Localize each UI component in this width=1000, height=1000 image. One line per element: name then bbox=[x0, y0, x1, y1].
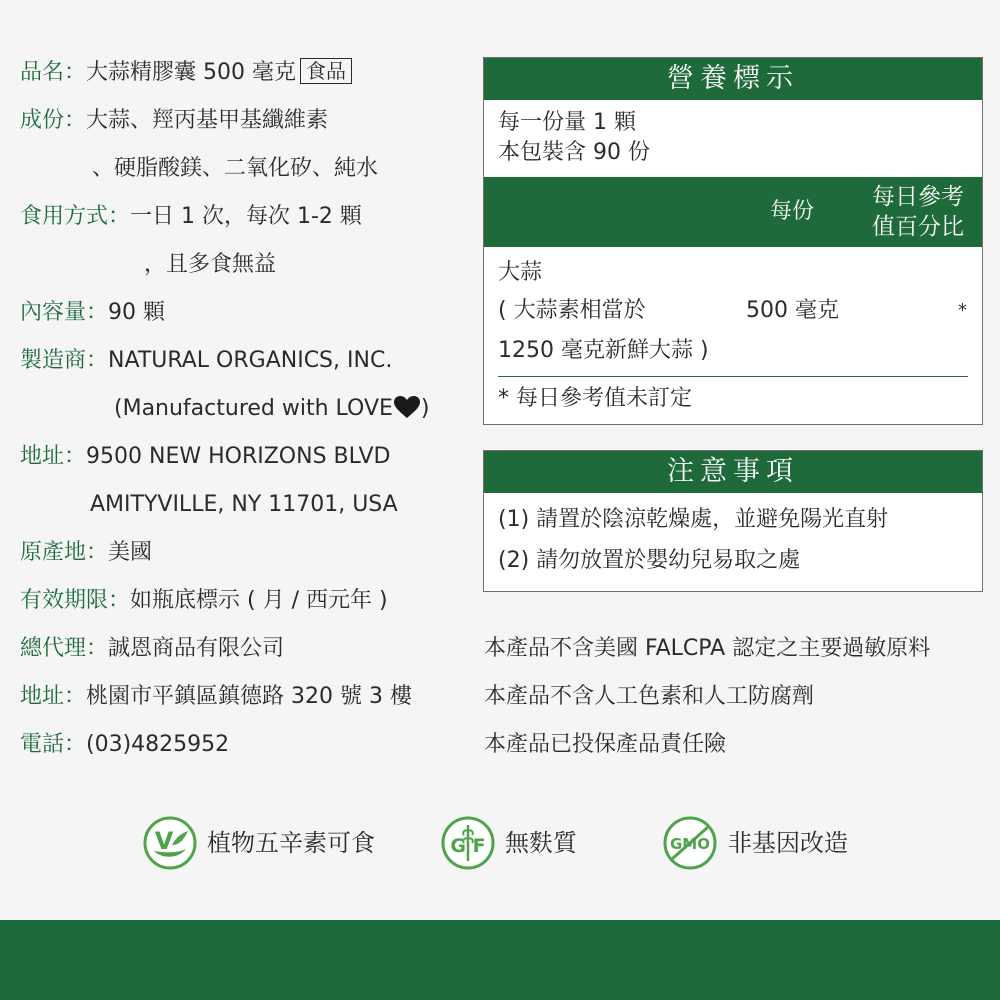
ingredients-label: 成份： bbox=[20, 108, 87, 133]
agent-address-row bbox=[20, 682, 412, 712]
agent-value: 誠恩商品有限公司 bbox=[108, 636, 285, 661]
ingredients-line1: 大蒜、羥丙基甲基纖維素 bbox=[86, 108, 329, 133]
origin-value: 美國 bbox=[108, 540, 153, 565]
expiry-row bbox=[20, 586, 388, 616]
address-line2: AMITYVILLE, NY 11701, USA bbox=[90, 492, 398, 517]
claim-insurance: 本產品已投保產品責任險 bbox=[484, 732, 727, 757]
maker-note-end: ) bbox=[420, 396, 430, 421]
heart-icon bbox=[393, 395, 421, 419]
nutrition-divider bbox=[498, 376, 968, 377]
vegan-badge-icon bbox=[142, 815, 198, 871]
footer-band bbox=[0, 920, 1000, 1000]
ingredients-row bbox=[20, 106, 328, 136]
maker-row bbox=[20, 346, 392, 376]
maker-note bbox=[114, 394, 430, 424]
item-amount: 500 毫克 bbox=[746, 298, 839, 323]
product-name-value: 大蒜精膠囊 500 毫克 bbox=[86, 60, 296, 85]
notice-item-2: (2) 請勿放置於嬰幼兒易取之處 bbox=[498, 548, 801, 573]
nutrition-title: 營養標示 bbox=[484, 58, 982, 100]
content-value: 90 顆 bbox=[108, 300, 166, 325]
food-tag: 食品 bbox=[300, 58, 352, 84]
maker-note-text: (Manufactured with LOVE bbox=[114, 396, 393, 421]
gluten-free-label: 無麩質 bbox=[505, 829, 577, 857]
phone-label: 電話： bbox=[20, 732, 87, 757]
nutrition-footnote: * 每日參考值未訂定 bbox=[498, 386, 692, 411]
agent-row bbox=[20, 634, 284, 664]
usage-line2: ，且多食無益 bbox=[144, 252, 277, 277]
item-name: 大蒜 bbox=[498, 260, 543, 285]
non-gmo-badge-letters: GMO bbox=[670, 835, 710, 853]
ingredients-line2: 、硬脂酸鎂、二氧化矽、純水 bbox=[92, 156, 379, 181]
agent-address-value: 桃園市平鎮區鎮德路 320 號 3 樓 bbox=[86, 684, 412, 709]
product-name-row bbox=[20, 58, 352, 88]
expiry-label: 有效期限： bbox=[20, 588, 131, 613]
usage-row bbox=[20, 202, 362, 232]
vegan-badge-letter: V bbox=[154, 827, 174, 855]
notice-title: 注意事項 bbox=[484, 451, 982, 493]
col-daily-line2: 值百分比 bbox=[872, 214, 964, 240]
content-row bbox=[20, 298, 165, 328]
notice-item-1: (1) 請置於陰涼乾燥處，並避免陽光直射 bbox=[498, 507, 889, 532]
address-label: 地址： bbox=[20, 444, 87, 469]
nutrition-column-header bbox=[484, 177, 982, 247]
maker-value: NATURAL ORGANICS, INC. bbox=[108, 348, 393, 373]
item-sub-line2: 1250 毫克新鮮大蒜 ) bbox=[498, 338, 709, 363]
phone-value: (03)4825952 bbox=[86, 732, 230, 757]
notice-box bbox=[483, 450, 983, 592]
origin-row bbox=[20, 538, 152, 568]
gluten-free-badge-letters: G F bbox=[450, 835, 486, 857]
item-daily: * bbox=[958, 300, 967, 321]
origin-label: 原產地： bbox=[20, 540, 109, 565]
agent-address-label: 地址： bbox=[20, 684, 87, 709]
servings-per-pack: 本包裝含 90 份 bbox=[498, 140, 650, 165]
agent-label: 總代理： bbox=[20, 636, 109, 661]
vegan-label: 植物五辛素可食 bbox=[207, 829, 375, 857]
usage-line1: 一日 1 次，每次 1-2 顆 bbox=[130, 204, 362, 229]
non-gmo-label: 非基因改造 bbox=[728, 829, 848, 857]
address-line1: 9500 NEW HORIZONS BLVD bbox=[86, 444, 391, 469]
col-daily-line1: 每日參考 bbox=[872, 184, 964, 210]
gluten-free-badge-icon bbox=[440, 815, 496, 871]
maker-label: 製造商： bbox=[20, 348, 109, 373]
phone-row bbox=[20, 730, 229, 760]
non-gmo-badge-icon bbox=[662, 815, 718, 871]
address-row bbox=[20, 442, 390, 472]
item-sub-line1: ( 大蒜素相當於 bbox=[498, 298, 646, 323]
col-per-serving: 每份 bbox=[770, 199, 815, 224]
content-label: 內容量： bbox=[20, 300, 109, 325]
nutrition-box bbox=[483, 57, 983, 425]
claim-no-additives: 本產品不含人工色素和人工防腐劑 bbox=[484, 684, 815, 709]
expiry-value: 如瓶底標示 ( 月 / 西元年 ) bbox=[130, 588, 388, 613]
serving-size: 每一份量 1 顆 bbox=[498, 110, 636, 135]
usage-label: 食用方式： bbox=[20, 204, 131, 229]
claim-allergen: 本產品不含美國 FALCPA 認定之主要過敏原料 bbox=[484, 636, 931, 661]
product-name-label: 品名： bbox=[20, 60, 87, 85]
